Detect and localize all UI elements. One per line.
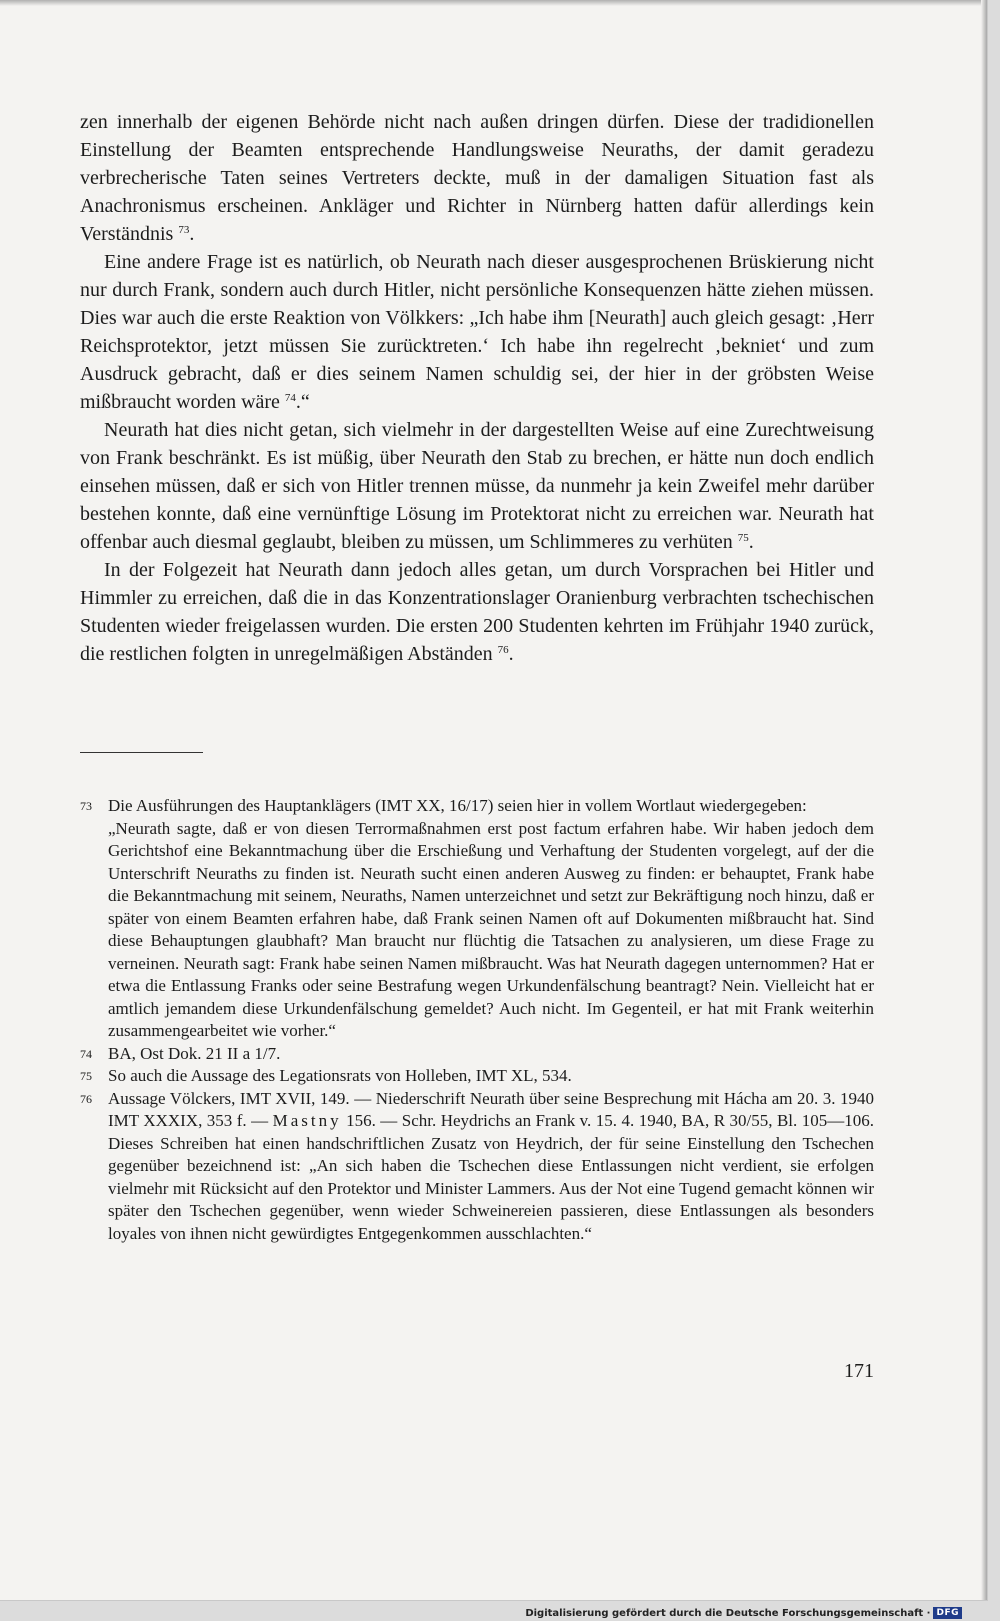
paragraph: In der Folgezeit hat Neurath dann jedoch alles getan, um durch Vorsprachen bei Hitler und Himmler zu erreichen, daß die in das Konzentrationslager Oranienburg verbrachten tschechischen Studenten wieder freigelassen wurden. Die ersten 200 Studenten kehrten im Frühjahr 1940 zurück, die restlichen folgten in unregelmäßigen Abständen $^{76}$.	[80, 559, 874, 665]
footnotes	[80, 795, 874, 1245]
footnote-divider	[80, 752, 203, 753]
footnote-text: Aussage Völckers, IMT XVII, 149. — Niederschrift Neurath über seine Besprechung mit Hácha am 20. 3. 1940 IMT XXXIX, 353 f. — Mastny 156. — Schr. Heydrichs an Frank v. 15. 4. 1940, BA, R 30/55, Bl. 105—106. Dieses Schreiben hat einen handschriftlichen Zusatz von Heydrich, der für seine Einstellung den Tschechen gegenüber bezeichnend ist: „An sich haben die Tschechen diese Entlassungen nicht verdient, sie erfolgen vielmehr mit Rücksicht auf den Protektor und Minister Lammers. Aus der Not eine Tugend gemacht können wir später den Tschechen gegenüber, wenn wieder Schweinereien passieren, diese Entlassungen als besonders loyales von ihnen nicht gewürdigtes Entgegenkommen ausschlachten.“	[108, 1088, 874, 1243]
footnote-quote: „Neurath sagte, daß er von diesen Terrormaßnahmen erst post factum erfahren habe. Wir haben jedoch dem Gerichtshof eine Bekanntmachung über die Erschießung und Verhaftung der Studenten vorgelegt, auf der die Unterschrift Neuraths zu finden ist. Neurath sucht einen anderen Ausweg zu finden: er behauptet, Frank habe die Bekanntmachung mit seinem, Neuraths, Namen unterzeichnet und setzt zur Bekräftigung noch hinzu, daß er später von einem Beamten erfahren habe, daß Frank seinen Namen oft auf Dokumenten mißbraucht hat. Sind diese Behauptungen glaubhaft? Man braucht nur flüchtig die Tatsachen zu analysieren, um diese Frage zu verneinen. Neurath sagt: Frank habe seinen Namen mißbraucht. Was hat Neurath dagegen unternommen? Hat er etwa die Entlassung Franks oder seine Bestrafung wegen Urkundenfälschung beantragt? Nein. Vielleicht hat er amtlich jemandem diese Urkundenfälschung gemeldet? Auch nicht. Im Gegenteil, er hat mit Frank weiterhin zusammengearbeitet wie vorher.“	[108, 818, 874, 1040]
paragraph: zen innerhalb der eigenen Behörde nicht nach außen dringen dürfen. Diese der tradidionellen Einstellung der Beamten entsprechende Handlungsweise Neuraths, der damit geradezu verbrecherische Taten seines Vertreters deckte, muß in der damaligen Situation fast als Anachronismus erscheinen. Ankläger und Richter in Nürnberg hatten dafür allerdings kein Verständnis $^{73}$.	[80, 111, 874, 245]
footnote-76	[80, 1088, 874, 1246]
footnote-number: 75	[80, 1069, 92, 1083]
paragraph: Eine andere Frage ist es natürlich, ob Neurath nach dieser ausgesprochenen Brüskierung nicht nur durch Frank, sondern auch durch Hitler, nicht persönliche Konsequenzen hätte ziehen müssen. Dies war auch die erste Reaktion von Völkkers: „Ich habe ihm [Neurath] auch gleich gesagt: ‚Herr Reichsprotektor, jetzt müssen Sie zurücktreten.‘ Ich habe ihn regelrecht ‚bekniet‘ und zum Ausdruck gebracht, daß er dies seinem Namen schuldig sei, der hier in der gröbsten Weise mißbraucht worden wäre $^{74}$.“	[80, 251, 874, 413]
footnote-ref: 75	[737, 532, 749, 544]
digitization-credit	[525, 1607, 962, 1619]
main-text	[80, 108, 874, 668]
footnote-number: 76	[80, 1091, 92, 1106]
paragraph: Neurath hat dies nicht getan, sich vielmehr in der dargestellten Weise auf eine Zurechtweisung von Frank beschränkt. Es ist müßig, über Neurath den Stab zu brechen, er hätte nun doch endlich einsehen müssen, daß er sich von Hitler trennen müsse, da nunmehr ja kein Zweifel mehr darüber bestehen konnte, daß eine vernünftige Lösung im Protektorat nicht zu erreichen war. Neurath hat offenbar auch diesmal geglaubt, bleiben zu müssen, um Schlimmeres zu verhüten $^{75}$.	[80, 419, 874, 553]
footnote-ref: 76	[497, 644, 509, 656]
footnote-text: So auch die Aussage des Legationsrats von Holleben, IMT XL, 534.	[108, 1066, 572, 1085]
footnote-number: 73	[80, 799, 92, 813]
footnote-ref: 74	[284, 392, 296, 404]
dfg-logo: DFG	[933, 1607, 962, 1619]
author-name: Mastny	[272, 1111, 342, 1130]
footnote-75	[80, 1065, 874, 1088]
page-number: 171	[844, 1360, 874, 1382]
scan-edge-right	[981, 0, 987, 1600]
credit-text: Digitalisierung gefördert durch die Deutsche Forschungsgemeinschaft ·	[525, 1607, 931, 1619]
footnote-text: Die Ausführungen des Hauptanklägers (IMT XX, 16/17) seien hier in vollem Wortlaut wiedergegeben:	[108, 796, 807, 815]
footnote-73	[80, 795, 874, 1043]
footnote-ref: 73	[178, 224, 190, 236]
footnote-text: BA, Ost Dok. 21 II a 1/7.	[108, 1043, 281, 1063]
footnote-74	[80, 1043, 874, 1066]
scan-edge-top	[0, 0, 987, 6]
footnote-number: 74	[80, 1046, 92, 1061]
